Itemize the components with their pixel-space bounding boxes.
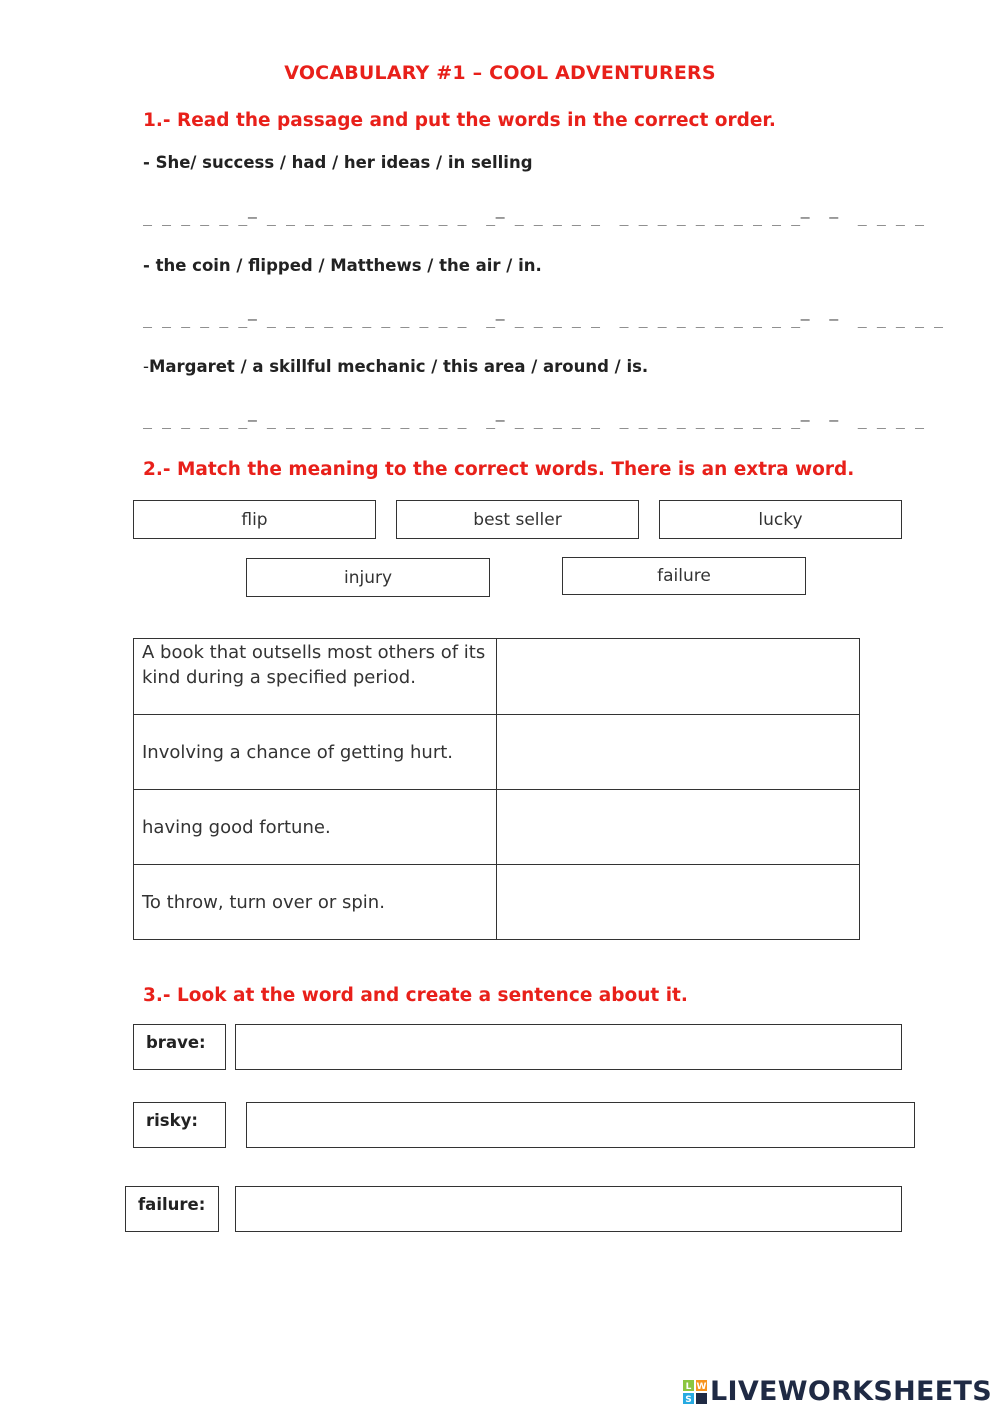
answer-drop-cell[interactable]: [497, 790, 860, 865]
answer-line-2[interactable]: _ _ _ _ _ _— _ _ _ _ _ _ _ _ _ _ _ _— _ _ _ _ _ _ _ _ _ _ _ _ _ _ _— — _ _ _ _ _: [143, 310, 944, 328]
table-row: [134, 639, 860, 715]
liveworksheets-logo-icon: [682, 1379, 708, 1405]
section2-heading: 2.- Match the meaning to the correct words. There is an extra word.: [143, 459, 855, 480]
definition-cell: Involving a chance of getting hurt.: [134, 715, 497, 790]
sentence-input-risky[interactable]: [246, 1102, 915, 1148]
word-label-brave: brave:: [133, 1024, 226, 1070]
answer-drop-cell[interactable]: [497, 639, 860, 715]
word-card-best-seller[interactable]: best seller: [396, 500, 639, 539]
word-label-failure: failure:: [125, 1186, 219, 1232]
sentence-input-failure[interactable]: [235, 1186, 902, 1232]
table-row: [134, 790, 860, 865]
section3-heading: 3.- Look at the word and create a sentence about it.: [143, 985, 688, 1006]
scrambled-sentence-3: -Margaret / a skillful mechanic / this area / around / is.: [143, 357, 649, 376]
liveworksheets-logo-text: LIVEWORKSHEETS: [709, 1376, 992, 1407]
table-row: [134, 865, 860, 940]
section1-heading: 1.- Read the passage and put the words in the correct order.: [143, 110, 776, 131]
answer-line-3[interactable]: _ _ _ _ _ _— _ _ _ _ _ _ _ _ _ _ _ _— _ _ _ _ _ _ _ _ _ _ _ _ _ _ _— — _ _ _ _: [143, 411, 925, 429]
definition-cell: A book that outsells most others of its kind during a specified period.: [134, 639, 497, 715]
word-card-failure[interactable]: failure: [562, 557, 806, 595]
table-row: [134, 715, 860, 790]
matching-table: [133, 638, 860, 940]
answer-drop-cell[interactable]: [497, 715, 860, 790]
logo-letter: W: [696, 1381, 707, 1392]
definition-cell: having good fortune.: [134, 790, 497, 865]
word-label-risky: risky:: [133, 1102, 226, 1148]
liveworksheets-logo: [682, 1376, 992, 1407]
worksheet-title: VOCABULARY #1 – COOL ADVENTURERS: [284, 62, 716, 84]
sentence-input-brave[interactable]: [235, 1024, 902, 1070]
word-card-injury[interactable]: injury: [246, 558, 490, 597]
scrambled-sentence-2: - the coin / flipped / Matthews / the air / in.: [143, 256, 542, 275]
answer-drop-cell[interactable]: [497, 865, 860, 940]
logo-letter: S: [685, 1394, 692, 1405]
word-card-flip[interactable]: flip: [133, 500, 376, 539]
answer-line-1[interactable]: _ _ _ _ _ _— _ _ _ _ _ _ _ _ _ _ _ _— _ _ _ _ _ _ _ _ _ _ _ _ _ _ _— — _ _ _ _: [143, 208, 925, 226]
word-card-lucky[interactable]: lucky: [659, 500, 902, 539]
definition-cell: To throw, turn over or spin.: [134, 865, 497, 940]
scrambled-sentence-1: - She/ success / had / her ideas / in selling: [143, 153, 533, 172]
logo-letter: L: [685, 1381, 692, 1392]
